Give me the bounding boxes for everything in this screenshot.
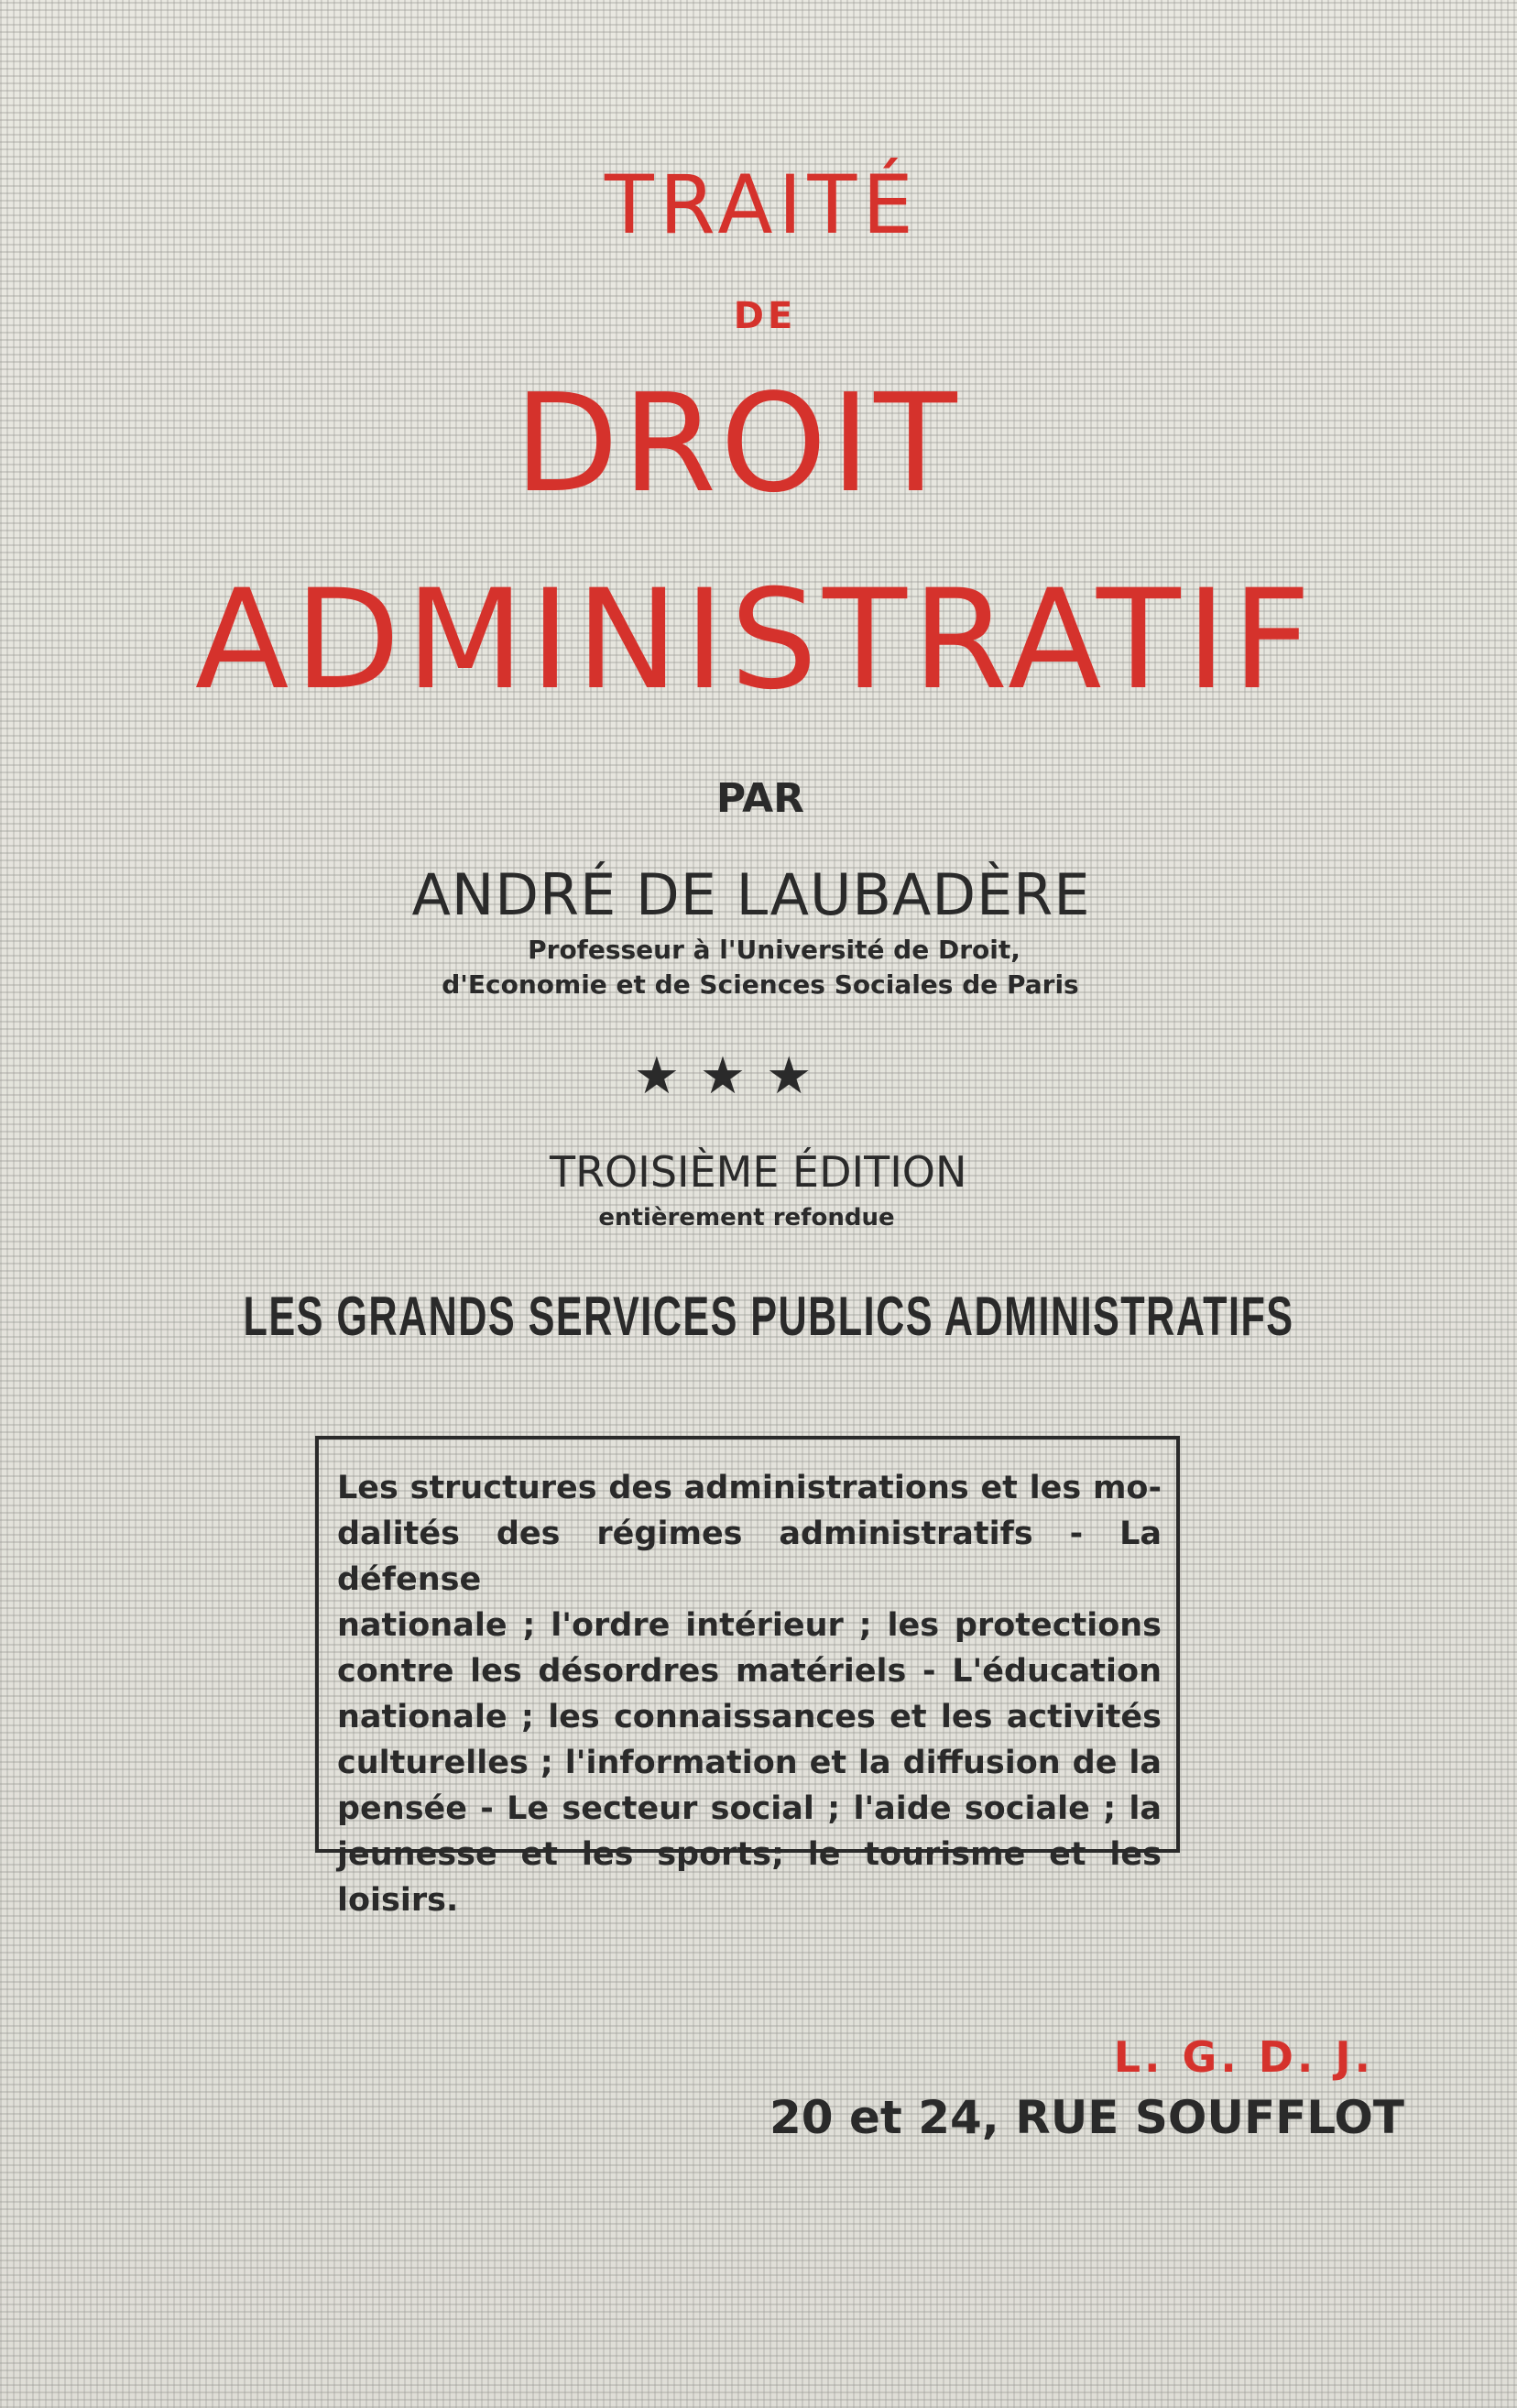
- publisher-name: L. G. D. J.: [1113, 2032, 1374, 2082]
- author-affiliation-line2: d'Economie et de Sciences Sociales de Paris: [442, 969, 1079, 1000]
- contents-box: [315, 1436, 1180, 1919]
- contents-summary: [337, 1465, 1162, 1923]
- contents-line: nationale ; l'ordre intérieur ; les protections: [337, 1607, 1162, 1644]
- title-traite: TRAITÉ: [605, 158, 919, 252]
- contents-line: Les structures des administrations et les mo-: [337, 1470, 1162, 1506]
- publisher-address: 20 et 24, RUE SOUFFLOT: [769, 2091, 1404, 2144]
- title-de: DE: [733, 295, 797, 337]
- by-label: PAR: [715, 775, 805, 822]
- contents-line: nationale ; les connaissances et les activités: [337, 1699, 1162, 1735]
- author-affiliation-line1: Professeur à l'Université de Droit,: [528, 935, 1020, 965]
- contents-line: contre les désordres matériels - L'éducation: [337, 1653, 1162, 1690]
- contents-line: dalités des régimes administratifs - La défense: [337, 1516, 1162, 1598]
- edition-note: entièrement refondue: [598, 1204, 895, 1231]
- edition-label: TROISIÈME ÉDITION: [550, 1147, 967, 1197]
- three-stars-icon: ★★★: [633, 1046, 833, 1106]
- contents-line: pensée - Le secteur social ; l'aide sociale ; la: [337, 1790, 1162, 1827]
- title-administratif: ADMINISTRATIF: [194, 561, 1317, 720]
- contents-line: jeunesse et les sports; le tourisme et les loisirs.: [337, 1836, 1162, 1919]
- author-name: ANDRÉ DE LAUBADÈRE: [411, 861, 1091, 928]
- contents-line: culturelles ; l'information et la diffusion de la: [337, 1745, 1162, 1781]
- volume-subtitle: LES GRANDS SERVICES PUBLICS ADMINISTRATIFS: [243, 1286, 1294, 1347]
- title-droit: DROIT: [514, 365, 961, 522]
